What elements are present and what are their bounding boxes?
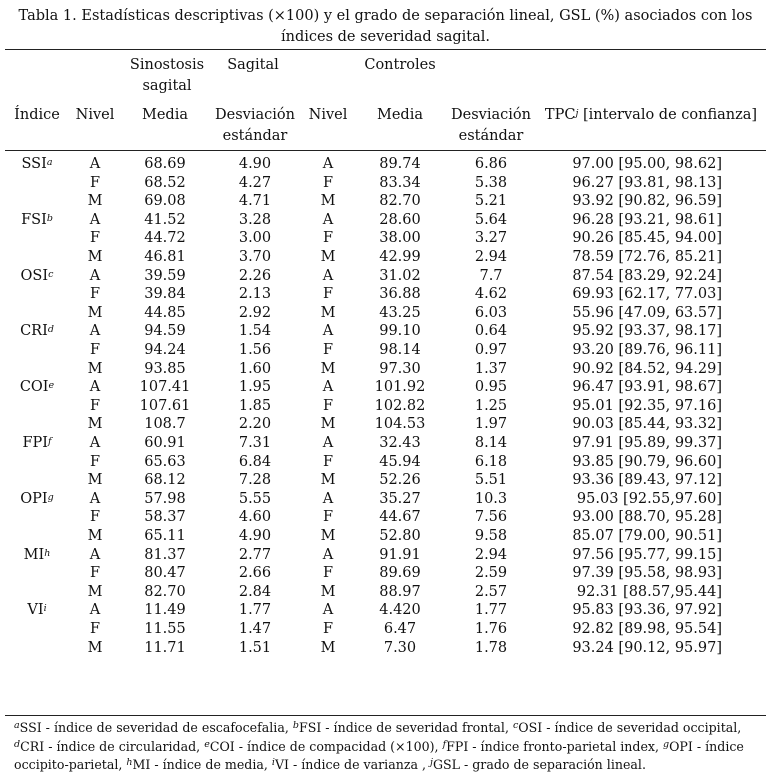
table-cell-tpc: 95.03 [92.55,97.60] — [576, 490, 722, 507]
index-label-mi — [8, 546, 66, 565]
table-cell-nivel: F — [89, 286, 101, 303]
table-cell-desv2: 10.3 — [474, 490, 508, 507]
table-cell-tpc: 96.28 [93.21, 98.61] — [572, 211, 722, 228]
footnote-mark: j — [429, 757, 433, 768]
header-tpc-label: TPC — [544, 107, 576, 123]
table-cell-tpc: 93.20 [89.76, 96.11] — [572, 342, 722, 358]
table-cell-desv2: 7.7 — [479, 267, 503, 284]
table-cell-nivel: F — [89, 621, 101, 637]
table-cell-media: 39.84 — [144, 286, 186, 303]
footnote-text: VI - índice de varianza , — [274, 757, 430, 772]
table-cell-nivel2: F — [322, 509, 334, 526]
index-name: FPI — [22, 435, 48, 451]
table-cell-nivel: F — [89, 565, 101, 582]
footnote-text: OPI - índice occipito-parietal, — [14, 738, 744, 772]
table-cell-desv2: 1.77 — [474, 602, 508, 619]
header-group-sagital: Sagital — [227, 57, 279, 73]
table-cell-media2: 35.27 — [379, 490, 421, 507]
table-cell-desv: 2.13 — [238, 286, 272, 303]
footnote-text: MI - índice de media, — [132, 757, 272, 772]
table-cell-nivel: A — [89, 379, 101, 396]
table-cell-nivel2: M — [320, 472, 336, 489]
table-cell-nivel: F — [89, 509, 101, 526]
header-group-sinostosis-line2: sagital — [142, 78, 192, 94]
table-cell-media2: 36.88 — [379, 286, 421, 303]
table-cell-media2: 4.420 — [379, 602, 421, 619]
table-cell-nivel2: F — [322, 286, 334, 303]
table-cell-desv2: 0.97 — [474, 342, 508, 358]
index-name: VI — [27, 602, 44, 619]
header-group-sinostosis — [124, 55, 210, 97]
top-rule — [5, 49, 766, 50]
table-cell-desv: 2.66 — [238, 565, 272, 582]
table-cell-tpc: 95.92 [93.37, 98.17] — [572, 323, 722, 340]
table-cell-desv: 1.47 — [238, 621, 272, 637]
table-cell-media2: 28.60 — [379, 211, 421, 228]
index-footnote-mark: d — [47, 324, 54, 336]
table-cell-nivel2: M — [320, 249, 336, 265]
table-cell-nivel2: F — [322, 174, 334, 191]
table-cell-media: 65.63 — [144, 453, 186, 470]
footnote-text: CRI - índice de circularidad, — [20, 738, 205, 754]
index-label-coi — [8, 378, 66, 397]
table-cell-tpc: 97.00 [95.00, 98.62] — [572, 156, 722, 172]
table-cell-desv: 4.60 — [238, 509, 272, 526]
table-cell-tpc: 95.83 [93.36, 97.92] — [572, 602, 722, 619]
table-cell-tpc: 96.47 [93.91, 98.67] — [572, 379, 722, 396]
header-tpc-rest: [intervalo de confianza] — [578, 107, 758, 123]
table-cell-desv2: 1.78 — [474, 639, 508, 656]
table-cell-desv: 2.20 — [238, 416, 272, 433]
table-cell-tpc: 87.54 [83.29, 92.24] — [572, 267, 722, 284]
table-cell-nivel2: A — [322, 323, 334, 340]
table-cell-nivel2: A — [322, 490, 334, 507]
table-cell-nivel2: F — [322, 342, 334, 358]
footnote-mark: f — [442, 738, 447, 750]
table-cell-media2: 97.30 — [379, 360, 421, 377]
table-cell-tpc: 55.96 [47.09, 63.57] — [572, 304, 722, 321]
index-label-opi — [8, 490, 66, 509]
table-cell-nivel: M — [87, 416, 103, 433]
table-cell-nivel2: M — [320, 528, 336, 544]
table-cell-media2: 89.69 — [379, 565, 421, 582]
index-footnote-mark: c — [48, 268, 54, 280]
table-cell-tpc: 96.27 [93.81, 98.13] — [572, 174, 722, 191]
footnote-text: SSI - índice de severidad de escafocefalia, — [19, 720, 293, 735]
header-nivel-controles: Nivel — [308, 107, 348, 123]
table-cell-nivel2: A — [322, 379, 334, 396]
table-cell-desv: 2.92 — [238, 304, 272, 321]
table-cell-nivel2: A — [322, 267, 334, 284]
table-cell-desv2: 7.56 — [474, 509, 508, 526]
table-cell-desv2: 8.14 — [474, 435, 508, 451]
table-cell-media2: 88.97 — [379, 583, 421, 600]
footnote-mark: d — [14, 738, 21, 750]
table-cell-media: 11.49 — [144, 602, 186, 619]
table-cell-nivel2: A — [322, 546, 334, 563]
index-name: FSI — [21, 211, 47, 228]
table-cell-nivel: A — [89, 156, 101, 172]
table-cell-nivel: F — [89, 342, 101, 358]
table-cell-desv2: 0.64 — [474, 323, 508, 340]
table-cell-tpc: 97.91 [95.89, 99.37] — [572, 435, 722, 451]
table-cell-nivel: M — [87, 304, 103, 321]
table-cell-media2: 52.80 — [379, 528, 421, 544]
table-cell-tpc: 97.56 [95.77, 99.15] — [572, 546, 722, 563]
table-cell-nivel: M — [87, 639, 103, 656]
table-cell-nivel: A — [89, 211, 101, 228]
table-cell-desv2: 1.37 — [474, 360, 508, 377]
table-cell-desv: 7.31 — [238, 435, 272, 451]
table-cell-media: 82.70 — [144, 583, 186, 600]
table-cell-media: 68.12 — [144, 472, 186, 489]
table-cell-nivel2: F — [322, 397, 334, 414]
table-cell-nivel: M — [87, 583, 103, 600]
table-cell-nivel: F — [89, 230, 101, 247]
table-cell-desv: 3.28 — [238, 211, 272, 228]
index-footnote-mark: e — [48, 380, 55, 392]
table-cell-nivel2: A — [322, 602, 334, 619]
table-cell-media: 58.37 — [144, 509, 186, 526]
footnote-text: OSI - índice de severidad occipital, — [518, 720, 742, 735]
header-nivel: Nivel — [75, 107, 115, 123]
table-cell-media: 94.59 — [144, 323, 186, 340]
table-cell-tpc: 95.01 [92.35, 97.16] — [572, 397, 722, 414]
table-cell-nivel: F — [89, 397, 101, 414]
table-cell-media: 60.91 — [144, 435, 186, 451]
table-cell-nivel2: A — [322, 435, 334, 451]
header-rule — [5, 150, 766, 151]
table-cell-desv: 1.51 — [238, 639, 272, 656]
index-label-fsi — [8, 211, 66, 230]
table-cell-nivel2: F — [322, 230, 334, 247]
table-cell-desv2: 6.86 — [474, 156, 508, 172]
table-cell-desv: 4.27 — [238, 174, 272, 191]
table-cell-tpc: 93.85 [90.79, 96.60] — [572, 453, 722, 470]
table-cell-desv2: 1.76 — [474, 621, 508, 637]
footnote-mark: g — [663, 738, 670, 750]
table-cell-desv: 1.95 — [238, 379, 272, 396]
footnote-text: FPI - índice fronto-parietal index, — [446, 738, 664, 754]
table-cell-nivel: F — [89, 453, 101, 470]
table-cell-nivel: M — [87, 360, 103, 377]
index-footnote-mark: a — [46, 157, 53, 168]
table-cell-desv2: 2.94 — [474, 546, 508, 563]
table-cell-media: 81.37 — [144, 546, 186, 563]
table-cell-tpc: 90.03 [85.44, 93.32] — [572, 416, 722, 433]
table-cell-media: 39.59 — [144, 267, 186, 284]
footnotes — [14, 719, 766, 775]
table-cell-media: 68.52 — [144, 174, 186, 191]
table-cell-desv: 1.85 — [238, 397, 272, 414]
table-cell-desv: 2.26 — [238, 267, 272, 284]
table-cell-nivel: A — [89, 267, 101, 284]
table-cell-media2: 102.82 — [374, 397, 426, 414]
table-cell-media: 57.98 — [144, 490, 186, 507]
header-desviacion — [206, 105, 304, 147]
table-cell-desv: 1.56 — [238, 342, 272, 358]
table-cell-tpc: 92.31 [88.57,95.44] — [576, 583, 722, 600]
index-name: MI — [23, 546, 45, 563]
footnote-mark: c — [512, 720, 519, 731]
index-label-fpi — [8, 434, 66, 453]
index-name: OPI — [20, 490, 48, 507]
table-cell-media: 65.11 — [144, 528, 186, 544]
table-cell-media: 107.61 — [139, 397, 191, 414]
table-cell-media: 80.47 — [144, 565, 186, 582]
index-label-vi — [8, 601, 66, 620]
table-cell-tpc: 93.24 [90.12, 95.97] — [572, 639, 722, 656]
header-desviacion-controles-line2: estándar — [458, 128, 524, 144]
header-media-controles: Media — [377, 107, 423, 123]
header-desviacion-line1: Desviación — [215, 107, 295, 123]
table-cell-nivel2: F — [322, 565, 334, 582]
table-cell-media: 11.71 — [144, 639, 186, 656]
table-cell-nivel: F — [89, 174, 101, 191]
table-cell-nivel: M — [87, 528, 103, 544]
table-cell-nivel: M — [87, 193, 103, 210]
table-cell-desv: 3.00 — [238, 230, 272, 247]
table-cell-media2: 104.53 — [374, 416, 426, 433]
table-cell-desv: 1.54 — [238, 323, 272, 340]
table-cell-media: 107.41 — [139, 379, 191, 396]
table-cell-desv2: 6.18 — [474, 453, 508, 470]
table-cell-nivel: A — [89, 546, 101, 563]
table-cell-media: 41.52 — [144, 211, 186, 228]
table-cell-tpc: 93.92 [90.82, 96.59] — [572, 193, 722, 210]
index-name: CRI — [20, 323, 48, 340]
index-label-ssi — [8, 155, 66, 174]
table-cell-media: 44.72 — [144, 230, 186, 247]
table-cell-desv2: 2.59 — [474, 565, 508, 582]
table-cell-desv: 2.84 — [238, 583, 272, 600]
table-cell-nivel2: M — [320, 416, 336, 433]
table-cell-desv: 1.60 — [238, 360, 272, 377]
header-desviacion-controles-line1: Desviación — [451, 107, 531, 123]
table-cell-desv: 1.77 — [238, 602, 272, 619]
table-cell-media: 94.24 — [144, 342, 186, 358]
table-cell-media: 11.55 — [144, 621, 186, 637]
table-cell-media: 68.69 — [144, 156, 186, 172]
table-cell-desv: 5.55 — [238, 490, 272, 507]
table-cell-desv2: 5.21 — [474, 193, 508, 210]
table-cell-nivel2: M — [320, 304, 336, 321]
table-cell-media: 108.7 — [144, 416, 186, 433]
table-cell-media2: 42.99 — [379, 249, 421, 265]
header-tpc — [536, 105, 766, 126]
table-cell-nivel: M — [87, 472, 103, 489]
bottom-rule — [5, 715, 766, 716]
table-cell-media2: 52.26 — [379, 472, 421, 489]
table-cell-media: 69.08 — [144, 193, 186, 210]
table-cell-desv2: 1.97 — [474, 416, 508, 433]
table-cell-tpc: 69.93 [62.17, 77.03] — [572, 286, 722, 303]
table-cell-tpc: 97.39 [95.58, 98.93] — [572, 565, 722, 582]
index-footnote-mark: b — [46, 212, 53, 224]
table-cell-nivel2: M — [320, 360, 336, 377]
table-cell-media2: 32.43 — [379, 435, 421, 451]
table-cell-media2: 101.92 — [374, 379, 426, 396]
table-cell-media2: 43.25 — [379, 304, 421, 321]
table-cell-desv2: 2.94 — [474, 249, 508, 265]
table-cell-nivel2: F — [322, 621, 334, 637]
table-cell-nivel: A — [89, 435, 101, 451]
table-cell-media2: 82.70 — [379, 193, 421, 210]
header-group-controles: Controles — [364, 57, 436, 73]
header-media: Media — [142, 107, 188, 123]
footnote-mark: i — [271, 757, 275, 768]
table-cell-desv2: 1.25 — [474, 397, 508, 414]
table-cell-media2: 38.00 — [379, 230, 421, 247]
table-cell-desv: 7.28 — [238, 472, 272, 489]
table-cell-media2: 98.14 — [379, 342, 421, 358]
footnote-mark: h — [126, 757, 133, 768]
table-cell-tpc: 93.36 [89.43, 97.12] — [572, 472, 722, 489]
table-cell-desv: 4.71 — [238, 193, 272, 210]
table-cell-tpc: 78.59 [72.76, 85.21] — [572, 249, 722, 265]
header-desviacion-controles — [448, 105, 534, 147]
table-cell-tpc: 90.26 [85.45, 94.00] — [572, 230, 722, 247]
table-cell-desv2: 6.03 — [474, 304, 508, 321]
index-name: COI — [19, 379, 49, 396]
index-footnote-mark: g — [47, 491, 54, 503]
header-desviacion-line2: estándar — [222, 128, 288, 144]
index-label-osi — [8, 267, 66, 286]
index-label-cri — [8, 322, 66, 341]
table-cell-desv2: 5.38 — [474, 174, 508, 191]
header-indice: Índice — [14, 107, 60, 123]
table-cell-desv2: 3.27 — [474, 230, 508, 247]
table-cell-media2: 83.34 — [379, 174, 421, 191]
footnote-mark: e — [204, 738, 210, 750]
table-cell-nivel2: M — [320, 583, 336, 600]
table-cell-media2: 91.91 — [379, 546, 421, 563]
table-cell-media2: 31.02 — [379, 267, 421, 284]
table-cell-tpc: 85.07 [79.00, 90.51] — [572, 528, 722, 544]
footnote-mark: b — [292, 720, 299, 731]
table-cell-media2: 6.47 — [383, 621, 417, 637]
table-cell-nivel: A — [89, 323, 101, 340]
header-group-sinostosis-line1: Sinostosis — [129, 57, 205, 73]
table-cell-tpc: 90.92 [84.52, 94.29] — [572, 360, 722, 377]
footnote-text: FSI - índice de severidad frontal, — [298, 720, 513, 735]
index-footnote-mark: i — [43, 603, 47, 615]
index-name: SSI — [21, 156, 47, 172]
table-cell-desv: 4.90 — [238, 528, 272, 544]
table-cell-desv: 3.70 — [238, 249, 272, 265]
table-cell-media: 46.81 — [144, 249, 186, 265]
table-cell-media2: 45.94 — [379, 453, 421, 470]
footnote-text: GSL - grado de separación lineal. — [432, 757, 646, 772]
table-caption: Tabla 1. Estadísticas descriptivas (×100) y el grado de separación lineal, GSL (%) asociados con los índices de severidad sagital. — [18, 8, 753, 45]
table-cell-nivel: A — [89, 602, 101, 619]
table-cell-nivel: A — [89, 490, 101, 507]
footnote-text: COI - índice de compacidad (×100), — [209, 738, 443, 754]
table-cell-desv2: 9.58 — [474, 528, 508, 544]
table-cell-nivel2: M — [320, 193, 336, 210]
footnote-mark: a — [14, 720, 20, 731]
table-cell-tpc: 93.00 [88.70, 95.28] — [572, 509, 722, 526]
table-cell-nivel2: F — [322, 453, 334, 470]
table-cell-desv2: 5.51 — [474, 472, 508, 489]
table-cell-media2: 89.74 — [379, 156, 421, 172]
table-cell-nivel2: A — [322, 211, 334, 228]
header-tpc-sup: j — [575, 108, 579, 119]
index-name: OSI — [20, 267, 49, 284]
table-cell-tpc: 92.82 [89.98, 95.54] — [572, 621, 722, 637]
table-cell-media2: 99.10 — [379, 323, 421, 340]
table-cell-desv2: 2.57 — [474, 583, 508, 600]
table-cell-nivel: M — [87, 249, 103, 265]
table-cell-media: 44.85 — [144, 304, 186, 321]
table-cell-desv2: 5.64 — [474, 211, 508, 228]
table-cell-media2: 44.67 — [379, 509, 421, 526]
table-cell-desv: 6.84 — [238, 453, 272, 470]
table-cell-nivel2: A — [322, 156, 334, 172]
index-footnote-mark: h — [44, 547, 51, 559]
index-footnote-mark: f — [48, 436, 52, 447]
table-cell-desv: 2.77 — [238, 546, 272, 563]
table-cell-nivel2: M — [320, 639, 336, 656]
table-cell-desv2: 0.95 — [474, 379, 508, 396]
table-cell-media: 93.85 — [144, 360, 186, 377]
table-cell-media2: 7.30 — [383, 639, 417, 656]
table-cell-desv: 4.90 — [238, 156, 272, 172]
table-cell-desv2: 4.62 — [474, 286, 508, 303]
